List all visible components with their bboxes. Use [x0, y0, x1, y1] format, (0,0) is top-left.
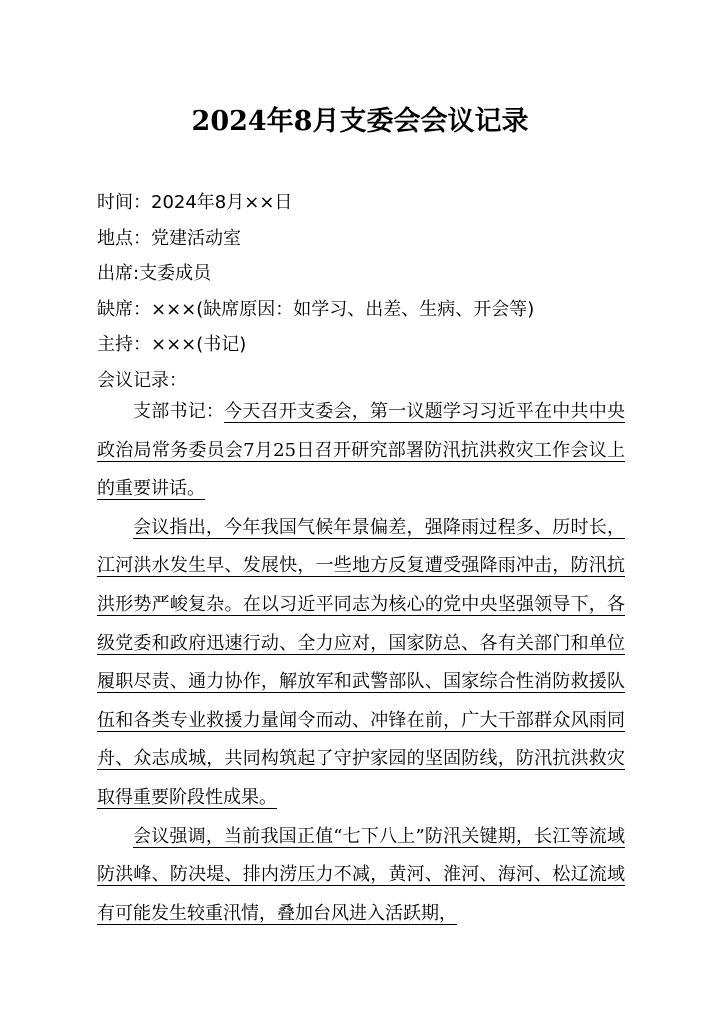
document-title: 2024年8月支委会会议记录 [191, 106, 529, 137]
speaker-label: 支部书记： [133, 401, 225, 422]
meeting-host: 主持：×××(书记) [97, 334, 247, 355]
meeting-time: 时间：2024年8月××日 [97, 192, 293, 213]
paragraph-3 [97, 818, 625, 934]
minutes-body [97, 393, 625, 933]
meeting-location: 地点：党建活动室 [97, 227, 241, 249]
paragraph-1-text: 今天召开支委会，第一议题学习习近平在中共中央政治局常务委员会7月25日召开研究部署防汛抗洪救灾工作会议上的重要讲话。 [97, 401, 626, 500]
meeting-info [97, 185, 637, 398]
paragraph-2-text: 会议指出，今年我国气候年景偏差，强降雨过程多、历时长，江河洪水发生早、发展快，一些地方反复遭受强降雨冲击，防汛抗洪形势严峻复杂。在以习近平同志为核心的党中央坚强领导下，各级党委和政府迅速行动、全力应对，国家防总、各有关部门和单位履职尽责、通力协作，解放军和武警部队、国家综合性消防救援队伍和各类专业救援力量闻令而动、冲锋在前，广大干部群众风雨同舟、众志成城，共同构筑起了守护家园的坚固防线，防汛抗洪救灾取得重要阶段性成果。 [97, 516, 625, 808]
meeting-attendees: 出席:支委成员 [97, 263, 212, 284]
paragraph-1 [97, 393, 625, 509]
meeting-absentees: 缺席：×××(缺席原因：如学习、出差、生病、开会等) [97, 298, 535, 320]
paragraph-2 [97, 509, 625, 818]
paragraph-3-text: 会议强调，当前我国正值“七下八上”防汛关键期，长江等流域防洪峰、防决堤、排内涝压力不减，黄河、淮河、海河、松辽流域有可能发生较重汛情，叠加台风进入活跃期， [97, 825, 625, 924]
minutes-label: 会议记录： [97, 369, 187, 391]
